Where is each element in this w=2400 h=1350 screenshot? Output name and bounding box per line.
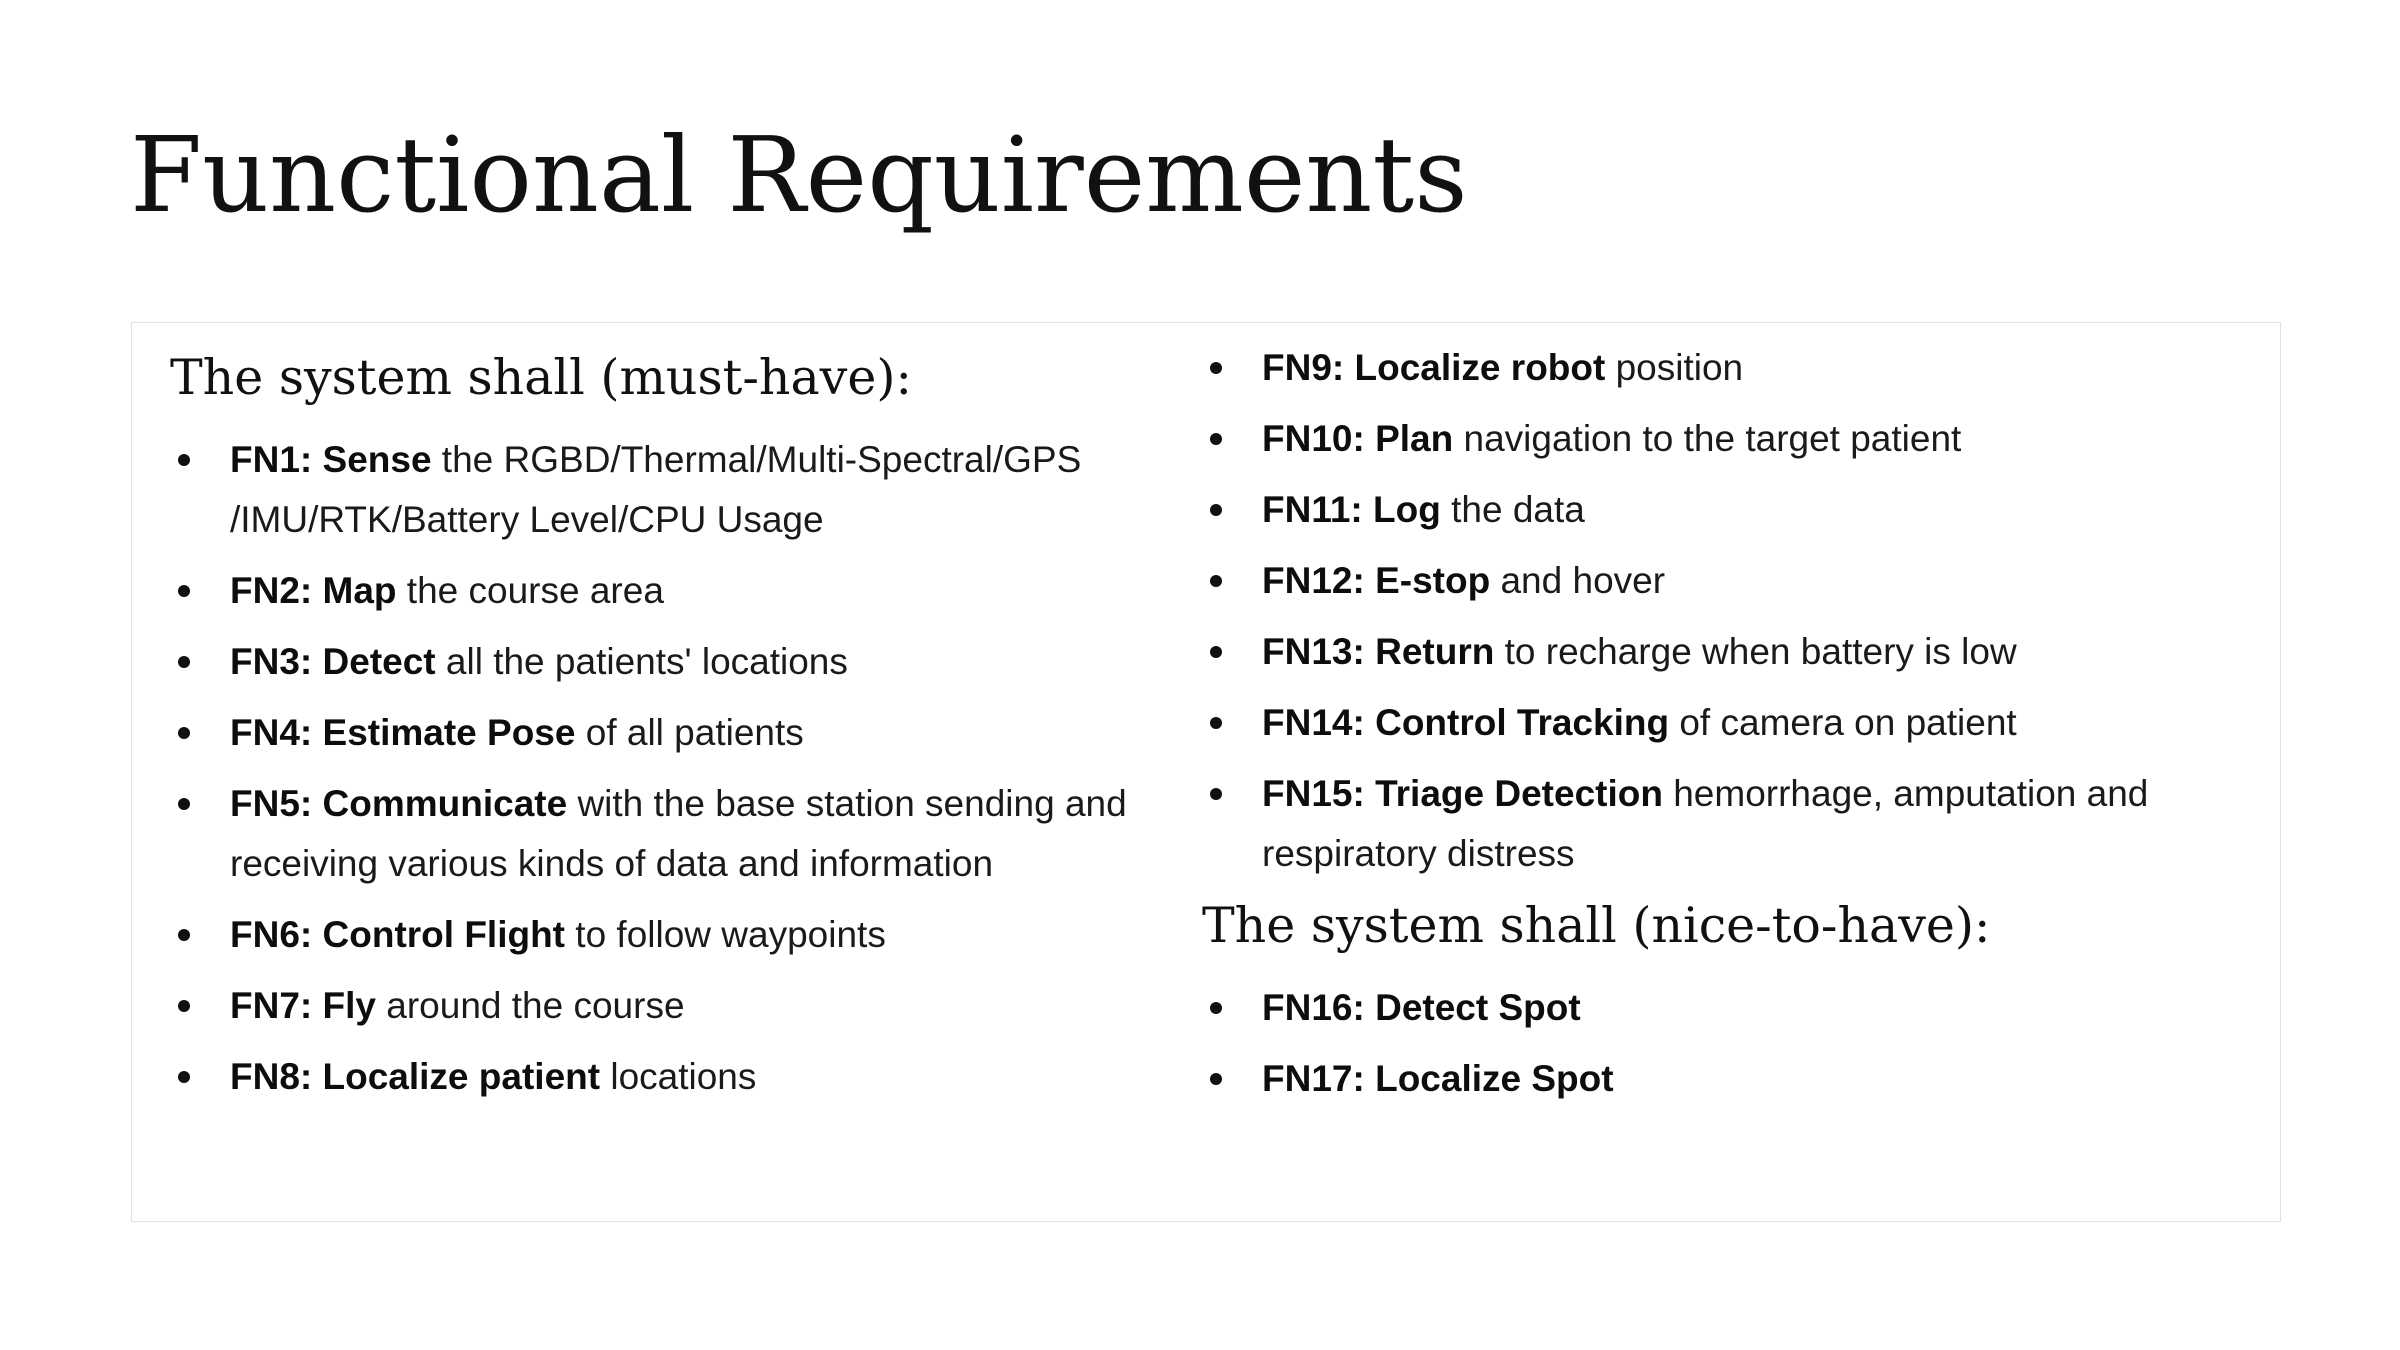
right-column — [1202, 323, 2262, 1120]
bullet-icon — [178, 454, 190, 466]
requirement-code: FN5: — [230, 783, 313, 825]
requirement-text: to follow waypoints — [565, 914, 886, 956]
requirement-code: FN15: — [1262, 773, 1365, 814]
requirement-code: FN4: — [230, 712, 313, 754]
requirement-code: FN7: — [230, 985, 313, 1027]
requirement-fn6 — [170, 905, 1180, 965]
requirement-text: of all patients — [575, 712, 804, 754]
requirement-code: FN13: — [1262, 631, 1365, 672]
bullet-icon — [1210, 1002, 1222, 1014]
requirement-text: hemorrhage, amputation and respiratory distress — [1262, 773, 2149, 874]
requirement-fn5 — [170, 774, 1180, 894]
requirement-action: Localize robot — [1354, 347, 1606, 388]
bullet-icon — [178, 727, 190, 739]
requirement-code: FN9: — [1262, 347, 1345, 388]
bullet-icon — [1210, 717, 1222, 729]
requirement-action: Plan — [1375, 418, 1454, 459]
requirement-code: FN17: — [1262, 1058, 1365, 1100]
requirement-action: Detect Spot — [1375, 987, 1581, 1029]
requirement-fn17 — [1202, 1049, 2262, 1109]
requirement-fn4 — [170, 703, 1180, 763]
requirement-text: around the course — [375, 985, 685, 1027]
bullet-icon — [178, 656, 190, 668]
requirement-code: FN6: — [230, 914, 313, 956]
requirement-action: Estimate Pose — [322, 712, 576, 754]
requirement-action: Return — [1375, 631, 1495, 672]
requirement-text: navigation to the target patient — [1453, 418, 1962, 459]
requirement-code: FN3: — [230, 641, 313, 683]
requirement-text: locations — [600, 1056, 757, 1098]
requirement-text: and hover — [1490, 560, 1666, 601]
requirement-fn14 — [1202, 693, 2262, 753]
requirement-code: FN1: — [230, 439, 313, 481]
must-have-heading: The system shall (must-have): — [170, 349, 912, 406]
requirement-text: with the base station sending and receiving various kinds of data and information — [230, 783, 1127, 885]
requirement-fn10 — [1202, 409, 2262, 469]
requirement-code: FN14: — [1262, 702, 1365, 743]
requirement-text: the data — [1440, 489, 1585, 530]
requirement-action: Log — [1373, 489, 1441, 530]
must-have-list — [170, 430, 1180, 1107]
bullet-icon — [1210, 362, 1222, 374]
requirement-fn16 — [1202, 978, 2262, 1038]
bullet-icon — [178, 1000, 190, 1012]
requirement-action: Fly — [322, 985, 376, 1027]
nice-to-have-heading: The system shall (nice-to-have): — [1202, 897, 1991, 954]
requirement-fn7 — [170, 976, 1180, 1036]
requirement-action: Communicate — [322, 783, 568, 825]
requirement-fn9 — [1202, 338, 2262, 398]
requirement-action: Detect — [322, 641, 436, 683]
bullet-icon — [178, 1071, 190, 1083]
requirement-action: Triage Detection — [1375, 773, 1663, 814]
nice-to-have-list — [1202, 978, 2262, 1109]
requirement-text: position — [1605, 347, 1744, 388]
requirement-fn12 — [1202, 551, 2262, 611]
requirement-fn2 — [170, 561, 1180, 621]
requirement-action: E-stop — [1375, 560, 1491, 601]
bullet-icon — [178, 585, 190, 597]
bullet-icon — [1210, 504, 1222, 516]
requirement-code: FN12: — [1262, 560, 1365, 601]
requirement-action: Control Tracking — [1375, 702, 1670, 743]
requirement-code: FN8: — [230, 1056, 313, 1098]
bullet-icon — [1210, 433, 1222, 445]
requirement-code: FN11: — [1262, 489, 1363, 530]
bullet-icon — [1210, 1073, 1222, 1085]
requirement-code: FN10: — [1262, 418, 1365, 459]
bullet-icon — [1210, 575, 1222, 587]
requirement-action: Control Flight — [322, 914, 566, 956]
requirement-fn11 — [1202, 480, 2262, 540]
requirement-action: Localize patient — [322, 1056, 601, 1098]
requirement-code: FN16: — [1262, 987, 1365, 1029]
requirement-fn1 — [170, 430, 1180, 550]
bullet-icon — [1210, 788, 1222, 800]
requirement-action: Sense — [322, 439, 432, 481]
requirement-text: of camera on patient — [1669, 702, 2017, 743]
requirement-action: Map — [322, 570, 397, 612]
requirement-fn3 — [170, 632, 1180, 692]
requirement-fn8 — [170, 1047, 1180, 1107]
requirement-fn15 — [1202, 764, 2262, 884]
requirement-text: all the patients' locations — [435, 641, 848, 683]
bullet-icon — [1210, 646, 1222, 658]
bullet-icon — [178, 929, 190, 941]
requirement-fn13 — [1202, 622, 2262, 682]
requirement-action: Localize Spot — [1375, 1058, 1614, 1100]
must-have-list-continued — [1202, 338, 2262, 884]
requirement-code: FN2: — [230, 570, 313, 612]
slide-title: Functional Requirements — [130, 114, 1468, 236]
requirement-text: the course area — [396, 570, 664, 612]
requirement-text: the RGBD/Thermal/Multi-Spectral/GPS /IMU/RTK/Battery Level/CPU Usage — [230, 439, 1082, 541]
requirement-text: to recharge when battery is low — [1494, 631, 2017, 672]
bullet-icon — [178, 798, 190, 810]
left-column — [170, 323, 1180, 1118]
requirements-panel — [131, 322, 2281, 1222]
